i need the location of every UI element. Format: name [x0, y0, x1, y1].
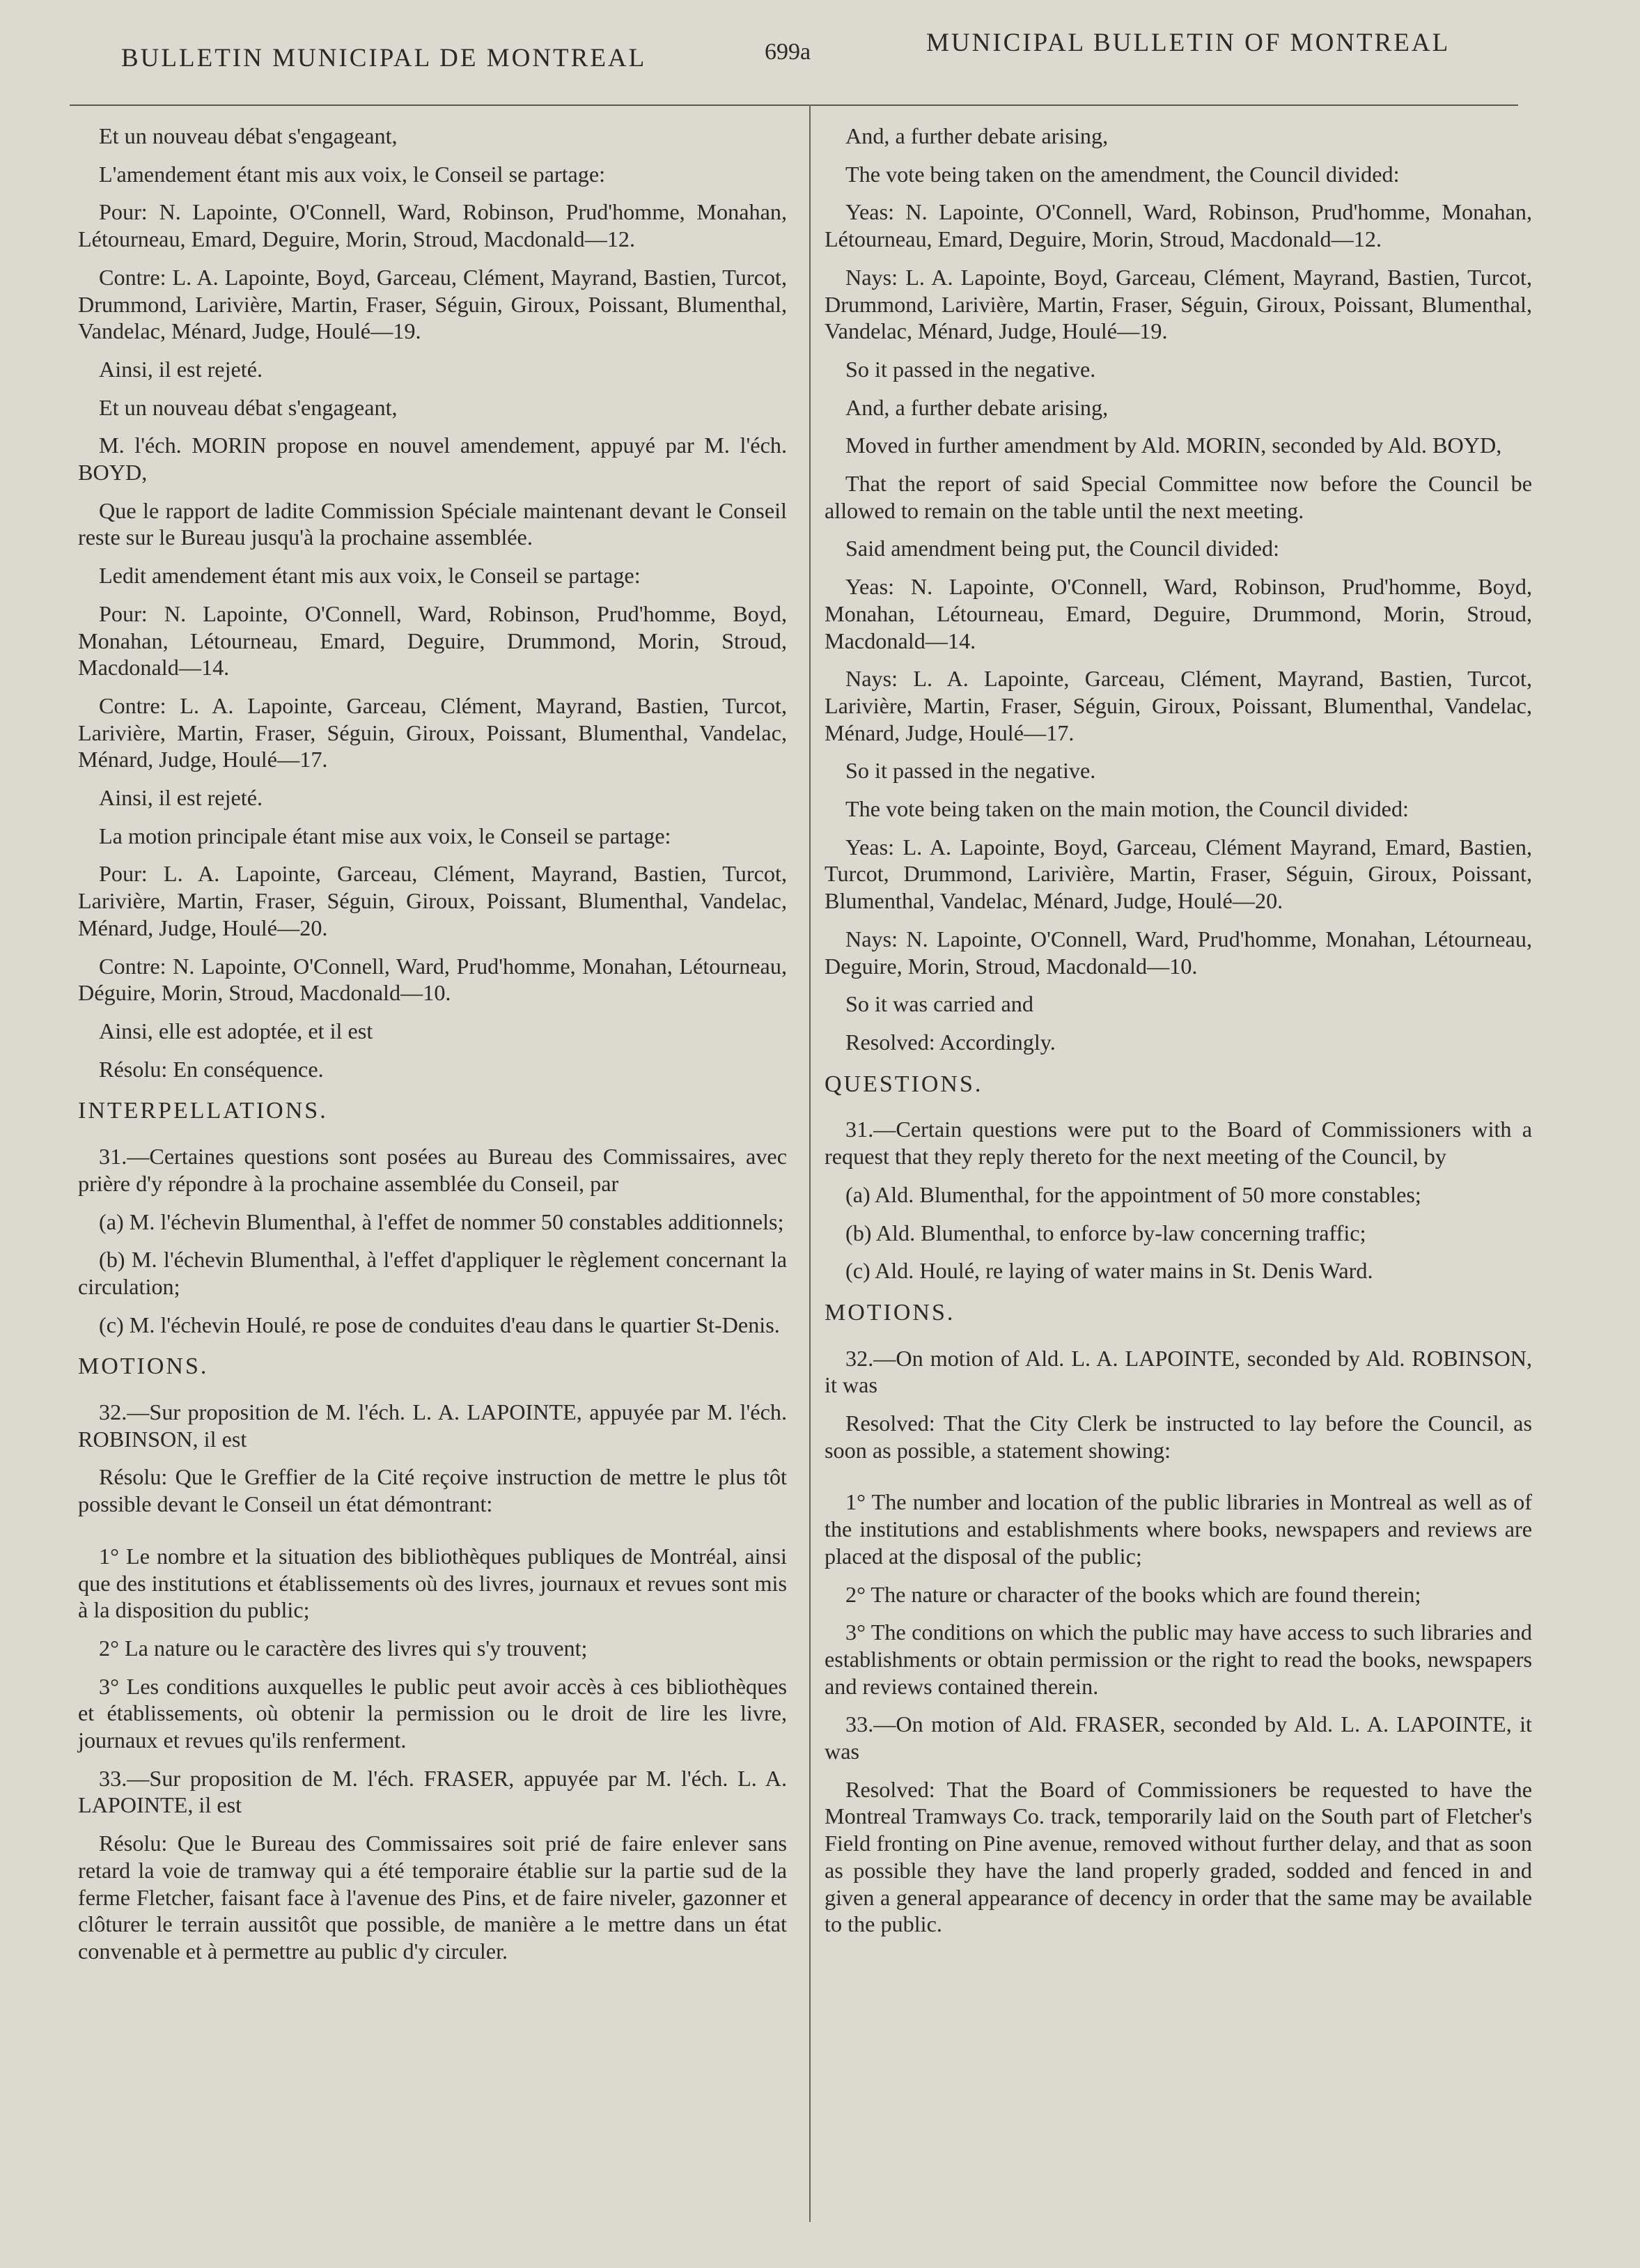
paragraph: And, a further debate arising, [845, 394, 1109, 420]
paragraph: 33.—On motion of Ald. FRASER, seconded by Ald. L. A. LAPOINTE, it was [825, 1711, 1532, 1764]
paragraph: And, a further debate arising, [845, 123, 1109, 148]
paragraph: Resolved: Accordingly. [845, 1029, 1056, 1055]
page-header [0, 0, 1640, 104]
section-heading: MOTIONS. [78, 1353, 209, 1380]
paragraph: 3° The conditions on which the public may have access to such libraries and establishments or obtain permission or the right to read the books, newspapers and reviews contained therein. [825, 1620, 1532, 1699]
paragraph: Nays: L. A. Lapointe, Boyd, Garceau, Clément, Mayrand, Bastien, Turcot, Drummond, Larivière, Martin, Fraser, Séguin, Giroux, Poissant, Blumenthal, Vandelac, Ménard, Judge, Houlé—19. [825, 264, 1532, 344]
paragraph: 2° The nature or character of the books which are found therein; [845, 1581, 1421, 1607]
paragraph: M. l'éch. MORIN propose en nouvel amendement, appuyé par M. l'éch. BOYD, [78, 433, 787, 486]
paragraph: 1° Le nombre et la situation des bibliothèques publiques de Montréal, ainsi que des institutions et établissements où des livres, journaux et revues sont mis à la disposition du public; [78, 1543, 787, 1623]
paragraph: So it was carried and [845, 991, 1033, 1017]
page-number: 699a [765, 39, 811, 65]
paragraph: Et un nouveau débat s'engageant, [99, 123, 398, 148]
paragraph: Yeas: N. Lapointe, O'Connell, Ward, Robinson, Prud'homme, Monahan, Létourneau, Emard, Deguire, Morin, Stroud, Macdonald—12. [825, 199, 1532, 252]
paragraph: (a) M. l'échevin Blumenthal, à l'effet de nommer 50 constables additionnels; [99, 1209, 784, 1234]
paragraph: (c) Ald. Houlé, re laying of water mains in St. Denis Ward. [845, 1258, 1373, 1284]
paragraph: 32.—On motion of Ald. L. A. LAPOINTE, seconded by Ald. ROBINSON, it was [825, 1345, 1532, 1398]
paragraph: 31.—Certaines questions sont posées au Bureau des Commissaires, avec prière d'y répondre à la prochaine assemblée du Conseil, par [78, 1144, 787, 1196]
paragraph: Yeas: L. A. Lapointe, Boyd, Garceau, Clément Mayrand, Emard, Bastien, Turcot, Drummond, Larivière, Martin, Fraser, Séguin, Giroux, Poissant, Blumenthal, Vandelac, Ménard, Judge, Houlé—20. [825, 834, 1532, 914]
paragraph: Pour: N. Lapointe, O'Connell, Ward, Robinson, Prud'homme, Boyd, Monahan, Létourneau, Emard, Deguire, Drummond, Morin, Stroud, Macdonald—14. [78, 600, 787, 681]
paragraph: (a) Ald. Blumenthal, for the appointment of 50 more constables; [845, 1181, 1421, 1207]
paragraph: Et un nouveau débat s'engageant, [99, 394, 398, 420]
section-heading: QUESTIONS. [825, 1071, 983, 1097]
paragraph: Yeas: N. Lapointe, O'Connell, Ward, Robinson, Prud'homme, Boyd, Monahan, Létourneau, Emard, Deguire, Drummond, Morin, Stroud, Macdonald—14. [825, 574, 1532, 653]
paragraph: Resolved: That the City Clerk be instructed to lay before the Council, as soon as possible, a statement showing: [825, 1411, 1532, 1463]
paragraph: Résolu: En conséquence. [99, 1056, 324, 1082]
paragraph: La motion principale étant mise aux voix, le Conseil se partage: [99, 823, 671, 848]
paragraph: The vote being taken on the amendment, the Council divided: [845, 161, 1400, 187]
paragraph: Pour: N. Lapointe, O'Connell, Ward, Robinson, Prud'homme, Monahan, Létourneau, Emard, Deguire, Morin, Stroud, Macdonald—12. [78, 199, 787, 252]
paragraph: Ainsi, il est rejeté. [99, 785, 263, 811]
paragraph: Ainsi, il est rejeté. [99, 356, 263, 382]
paragraph: 33.—Sur proposition de M. l'éch. FRASER, appuyée par M. l'éch. L. A. LAPOINTE, il est [78, 1765, 787, 1818]
paragraph: Moved in further amendment by Ald. MORIN, seconded by Ald. BOYD, [845, 433, 1502, 458]
paragraph: (b) M. l'échevin Blumenthal, à l'effet d'appliquer le règlement concernant la circulation; [78, 1247, 787, 1299]
paragraph: So it passed in the negative. [845, 758, 1096, 784]
paragraph: Résolu: Que le Greffier de la Cité reçoive instruction de mettre le plus tôt possible devant le Conseil un état démontrant: [78, 1464, 787, 1517]
paragraph: (c) M. l'échevin Houlé, re pose de conduites d'eau dans le quartier St-Denis. [99, 1312, 780, 1337]
paragraph: So it passed in the negative. [845, 356, 1096, 382]
column-divider [809, 104, 811, 2222]
paragraph: Said amendment being put, the Council divided: [845, 536, 1280, 561]
paragraph: That the report of said Special Committee now before the Council be allowed to remain on the table until the next meeting. [825, 471, 1532, 523]
paragraph: The vote being taken on the main motion, the Council divided: [845, 796, 1409, 822]
paragraph: Pour: L. A. Lapointe, Garceau, Clément, Mayrand, Bastien, Turcot, Larivière, Martin, Fraser, Séguin, Giroux, Poissant, Blumenthal, Vandelac, Ménard, Judge, Houlé—20. [78, 861, 787, 940]
paragraph: 3° Les conditions auxquelles le public peut avoir accès à ces bibliothèques et établissements, où obtenir la permission ou le droit de lire les livre, journaux et revues qu'ils renferment. [78, 1673, 787, 1753]
paragraph: 1° The number and location of the public libraries in Montreal as well as of the institutions and establishments where books, newspapers and reviews are placed at the disposal of the public; [825, 1489, 1532, 1569]
paragraph: Ledit amendement étant mis aux voix, le Conseil se partage: [99, 563, 641, 589]
paragraph: Que le rapport de ladite Commission Spéciale maintenant devant le Conseil reste sur le Bureau jusqu'à la prochaine assemblée. [78, 497, 787, 550]
paragraph: Resolved: That the Board of Commissioners be requested to have the Montreal Tramways Co. track, temporarily laid on the South part of Fletcher's Field fronting on Pine avenue, removed without further delay, and that as soon as possible they have the land properly graded, sodded and fenced in and given a general appearance of decency in order that the same may be available to the public. [825, 1776, 1532, 1937]
paragraph: Résolu: Que le Bureau des Commissaires soit prié de faire enlever sans retard la voie de tramway qui a été temporaire établie sur la partie sud de la ferme Fletcher, faisant face à l'avenue des Pins, et de faire niveler, gazonner et clôturer le terrain aussitôt que possible, de manière a le mettre dans un état convenable et à permettre au public d'y circuler. [78, 1831, 787, 1964]
section-heading: INTERPELLATIONS. [78, 1098, 328, 1124]
paragraph: Contre: N. Lapointe, O'Connell, Ward, Prud'homme, Monahan, Létourneau, Déguire, Morin, Stroud, Macdonald—10. [78, 953, 787, 1006]
paragraph: Ainsi, elle est adoptée, et il est [99, 1018, 373, 1043]
french-column [78, 123, 787, 1976]
header-title-english: MUNICIPAL BULLETIN OF MONTREAL [926, 29, 1451, 57]
paragraph: Contre: L. A. Lapointe, Boyd, Garceau, Clément, Mayrand, Bastien, Turcot, Drummond, Larivière, Martin, Fraser, Séguin, Giroux, Poissant, Blumenthal, Vandelac, Ménard, Judge, Houlé—19. [78, 264, 787, 344]
paragraph: Nays: L. A. Lapointe, Garceau, Clément, Mayrand, Bastien, Turcot, Larivière, Martin, Fraser, Séguin, Giroux, Poissant, Blumenthal, Vandelac, Ménard, Judge, Houlé—17. [825, 666, 1532, 745]
header-title-french: BULLETIN MUNICIPAL DE MONTREAL [121, 44, 647, 72]
paragraph: Nays: N. Lapointe, O'Connell, Ward, Prud'homme, Monahan, Létourneau, Deguire, Morin, Stroud, Macdonald—10. [825, 926, 1532, 979]
paragraph: Contre: L. A. Lapointe, Garceau, Clément, Mayrand, Bastien, Turcot, Larivière, Martin, Fraser, Séguin, Giroux, Poissant, Blumenthal, Vandelac, Ménard, Judge, Houlé—17. [78, 692, 787, 772]
paragraph: 2° La nature ou le caractère des livres qui s'y trouvent; [99, 1635, 588, 1661]
english-column [825, 123, 1532, 1949]
paragraph: L'amendement étant mis aux voix, le Conseil se partage: [99, 161, 606, 187]
paragraph: 32.—Sur proposition de M. l'éch. L. A. LAPOINTE, appuyée par M. l'éch. ROBINSON, il est [78, 1399, 787, 1452]
section-heading: MOTIONS. [825, 1299, 955, 1326]
paragraph: 31.—Certain questions were put to the Board of Commissioners with a request that they reply thereto for the next meeting of the Council, by [825, 1117, 1532, 1170]
paragraph: (b) Ald. Blumenthal, to enforce by-law concerning traffic; [845, 1220, 1366, 1245]
header-rule [70, 104, 1518, 106]
